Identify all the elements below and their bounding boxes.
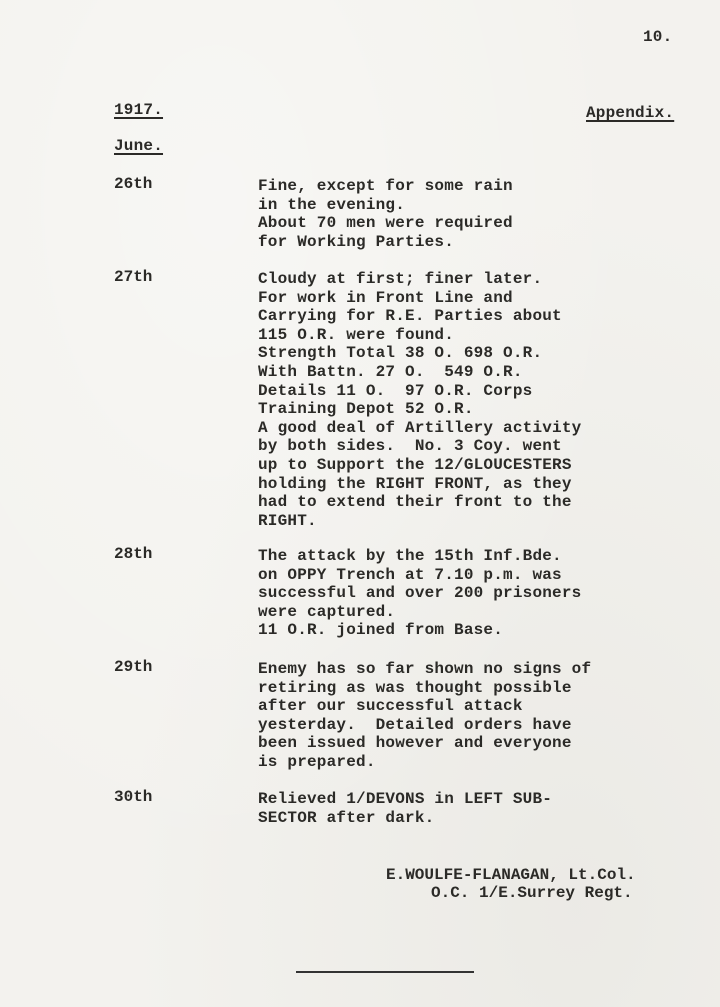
entry-line: for Working Parties. xyxy=(258,232,455,251)
month-heading: June. xyxy=(114,137,164,155)
year-heading: 1917. xyxy=(114,101,164,119)
entry-line: by both sides. No. 3 Coy. went xyxy=(258,437,562,456)
entry-line: With Battn. 27 O. 549 O.R. xyxy=(258,362,523,381)
entry-date: 27th xyxy=(114,268,153,286)
entry-date: 29th xyxy=(114,658,153,676)
entry-line: 11 O.R. joined from Base. xyxy=(258,621,504,640)
entry-line: Strength Total 38 O. 698 O.R. xyxy=(258,344,543,363)
entry-line: in the evening. xyxy=(258,195,406,214)
entry-line: holding the RIGHT FRONT, as they xyxy=(258,474,572,493)
entry-line: yesterday. Detailed orders have xyxy=(258,715,572,734)
entry-line: Cloudy at first; finer later. xyxy=(258,270,543,288)
appendix-heading: Appendix. xyxy=(586,104,675,122)
entry-text xyxy=(258,270,581,530)
signature-name: E.WOULFE-FLANAGAN, Lt.Col. xyxy=(386,866,636,884)
entry-line: A good deal of Artillery activity xyxy=(258,418,582,437)
closing-rule xyxy=(296,971,474,973)
entry-line: RIGHT. xyxy=(258,511,317,530)
entry-line: About 70 men were required xyxy=(258,214,513,233)
entry-line: Relieved 1/DEVONS in LEFT SUB- xyxy=(258,790,553,808)
entry-line: after our successful attack xyxy=(258,697,523,716)
entry-line: successful and over 200 prisoners xyxy=(258,584,582,603)
entry-line: been issued however and everyone xyxy=(258,734,572,753)
entry-text xyxy=(258,177,513,251)
entry-line: The attack by the 15th Inf.Bde. xyxy=(258,547,562,565)
signature-title: O.C. 1/E.Surrey Regt. xyxy=(431,884,633,902)
entry-line: were captured. xyxy=(258,602,396,621)
entry-line: had to extend their front to the xyxy=(258,493,572,512)
entry-date: 26th xyxy=(114,175,153,193)
entry-text xyxy=(258,547,581,640)
entry-date: 30th xyxy=(114,788,153,806)
entry-line: For work in Front Line and xyxy=(258,288,513,307)
entry-line: up to Support the 12/GLOUCESTERS xyxy=(258,455,572,474)
entry-line: Details 11 O. 97 O.R. Corps xyxy=(258,381,533,400)
entry-line: Training Depot 52 O.R. xyxy=(258,400,474,419)
entry-line: on OPPY Trench at 7.10 p.m. was xyxy=(258,565,562,584)
entry-line: 115 O.R. were found. xyxy=(258,325,455,344)
page-number: 10. xyxy=(643,28,673,46)
entry-line: is prepared. xyxy=(258,752,376,771)
entry-line: Carrying for R.E. Parties about xyxy=(258,307,562,326)
entry-date: 28th xyxy=(114,545,153,563)
entry-line: Enemy has so far shown no signs of xyxy=(258,660,592,678)
entry-line: Fine, except for some rain xyxy=(258,177,513,195)
entry-text xyxy=(258,660,591,772)
entry-line: retiring as was thought possible xyxy=(258,678,572,697)
entry-text xyxy=(258,790,552,827)
entry-line: SECTOR after dark. xyxy=(258,808,435,827)
